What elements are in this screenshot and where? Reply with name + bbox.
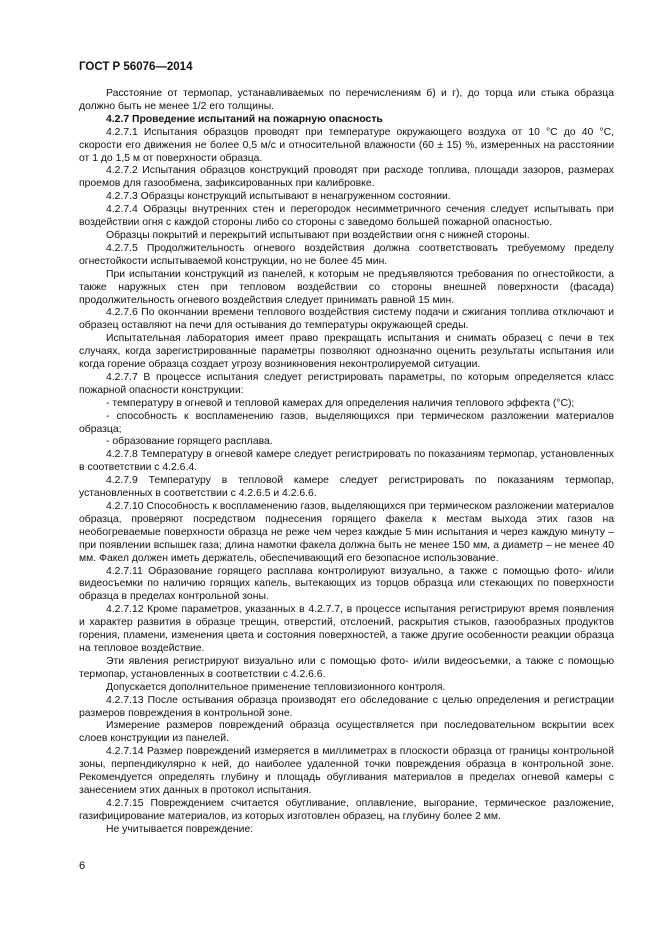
list-item: - образование горящего расплава. <box>106 436 273 448</box>
paragraph: Образцы покрытий и перекрытий испытывают при воздействии огня с нижней стороны. <box>106 229 530 241</box>
paragraph: 4.2.7.3 Образцы конструкций испытывают в ненагруженном состоянии. <box>106 191 451 203</box>
paragraph: 4.2.7.2 Испытания образцов конструкций проводят при расходе топлива, площади зазоров, размерах проемов для газообмена, зафиксированных при калибровке. <box>79 165 614 190</box>
paragraph: 4.2.7.1 Испытания образцов проводят при температуре окружающего воздуха от 10 °С до 40 °С, скорости его движения не более 0,5 м/с и относительной влажности (60 ± 15) %, измеренных на расстоянии от 1 до 1,5 м от поверхности образца. <box>79 126 614 164</box>
paragraph: 4.2.7.4 Образцы внутренних стен и перегородок несимметричного сечения следует испытывать при воздействии огня с каждой стороны либо со стороны с заведомо большей пожарной опасностью. <box>79 204 614 229</box>
list-item: - температуру в огневой и тепловой камерах для определения наличия теплового эффекта (°С); <box>106 397 575 409</box>
paragraph: Измерение размеров повреждений образца осуществляется при последовательном вскрытии всех слоев конструкции из панелей. <box>79 720 614 745</box>
paragraph: Допускается дополнительное применение тепловизионного контроля. <box>106 681 446 693</box>
paragraph: При испытании конструкций из панелей, к которым не предъявляются требования по огнестойкости, а также наружных стен при тепловом воздействии со стороны внешней поверхности (фасада) продолжительность огневого воздействия следует принимать равной 15 мин. <box>79 268 614 306</box>
paragraph: Испытательная лаборатория имеет право прекращать испытания и снимать образец с печи в тех случаях, когда зарегистрированные параметры позволяют однозначно оценить результаты испытания или когда горение образца создает угрозу возникновения неконтролируемой ситуации. <box>79 333 614 371</box>
paragraph: Расстояние от термопар, устанавливаемых по перечислениям б) и г), до торца или стыка образца должно быть не менее 1/2 его толщины. <box>79 88 614 112</box>
paragraph: 4.2.7.12 Кроме параметров, указанных в 4.2.7.7, в процессе испытания регистрируют время появления и характер развития в образце трещин, отверстий, отслоений, раскрытия стыков, газообразных продуктов горения, пламени, изменения цвета и состояния поверхностей, а также другие особенности реакции образца на тепловое воздействие. <box>79 604 614 654</box>
paragraph: 4.2.7.5 Продолжительность огневого воздействия должна соответствовать требуемому пределу огнестойкости испытываемой конструкции, но не более 45 мин. <box>79 242 614 267</box>
paragraph: 4.2.7.11 Образование горящего расплава контролируют визуально, а также с помощью фото- и/или видеосъемки по наличию горящих капель, вытекающих из торцов образца или стекающих по поверхности образца в пределах контрольной зоны. <box>79 565 614 603</box>
paragraph: Эти явления регистрируют визуально или с помощью фото- и/или видеосъемки, а также с помощью термопар, установленных в соответствии с 4.2.6.6. <box>79 655 614 680</box>
list-item: - способность к воспламенению газов, выделяющихся при термическом разложении материалов образца; <box>79 410 614 435</box>
page-number: 6 <box>79 860 86 872</box>
paragraph: 4.2.7.13 После остывания образца производят его обследование с целью определения и регистрации размеров повреждения в контрольной зоне. <box>79 694 614 719</box>
paragraph: 4.2.7.7 В процессе испытания следует регистрировать параметры, по которым определяется класс пожарной опасности конструкции: <box>79 371 614 396</box>
document-header: ГОСТ Р 56076—2014 <box>79 61 193 73</box>
paragraph: 4.2.7.6 По окончании времени теплового воздействия систему подачи и сжигания топлива отключают и образец оставляют на печи для остывания до температуры окружающей среды. <box>79 307 614 332</box>
paragraph: 4.2.7.14 Размер повреждений измеряется в миллиметрах в плоскости образца от границы контрольной зоны, перпендикулярно к ней, до наиболее удаленной точки повреждения образца в контрольной зоне. Рекомендуется определять глубину и площадь обугливания материалов в пределах огневой камеры с занесением этих данных в протокол испытания. <box>79 746 614 796</box>
section-heading: 4.2.7 Проведение испытаний на пожарную опасность <box>106 113 383 125</box>
paragraph: Не учитывается повреждение: <box>106 823 254 835</box>
paragraph: 4.2.7.15 Повреждением считается обугливание, оплавление, выгорание, термическое разложение, газифицирование материалов, из которых изготовлен образец, на глубину более 2 мм. <box>79 797 614 822</box>
paragraph: 4.2.7.10 Способность к воспламенению газов, выделяющихся при термическом разложении материалов образца, проверяют посредством поднесения горящего факела к местам выхода этих газов на необогреваемые поверхности образца не реже чем через каждые 5 мин испытания и через каждую минуту – при появлении вспышек газа; длина намотки факела должна быть не менее 150 мм, а диаметр – не менее 40 мм. Факел должен иметь держатель, обеспечивающий его безопасное использование. <box>79 501 614 564</box>
document-body <box>79 88 614 837</box>
paragraph: 4.2.7.8 Температуру в огневой камере следует регистрировать по показаниям термопар, установленных в соответствии с 4.2.6.4. <box>79 449 614 474</box>
paragraph: 4.2.7.9 Температуру в тепловой камере следует регистрировать по показаниям термопар, установленных в соответствии с 4.2.6.5 и 4.2.6.6. <box>79 475 614 500</box>
